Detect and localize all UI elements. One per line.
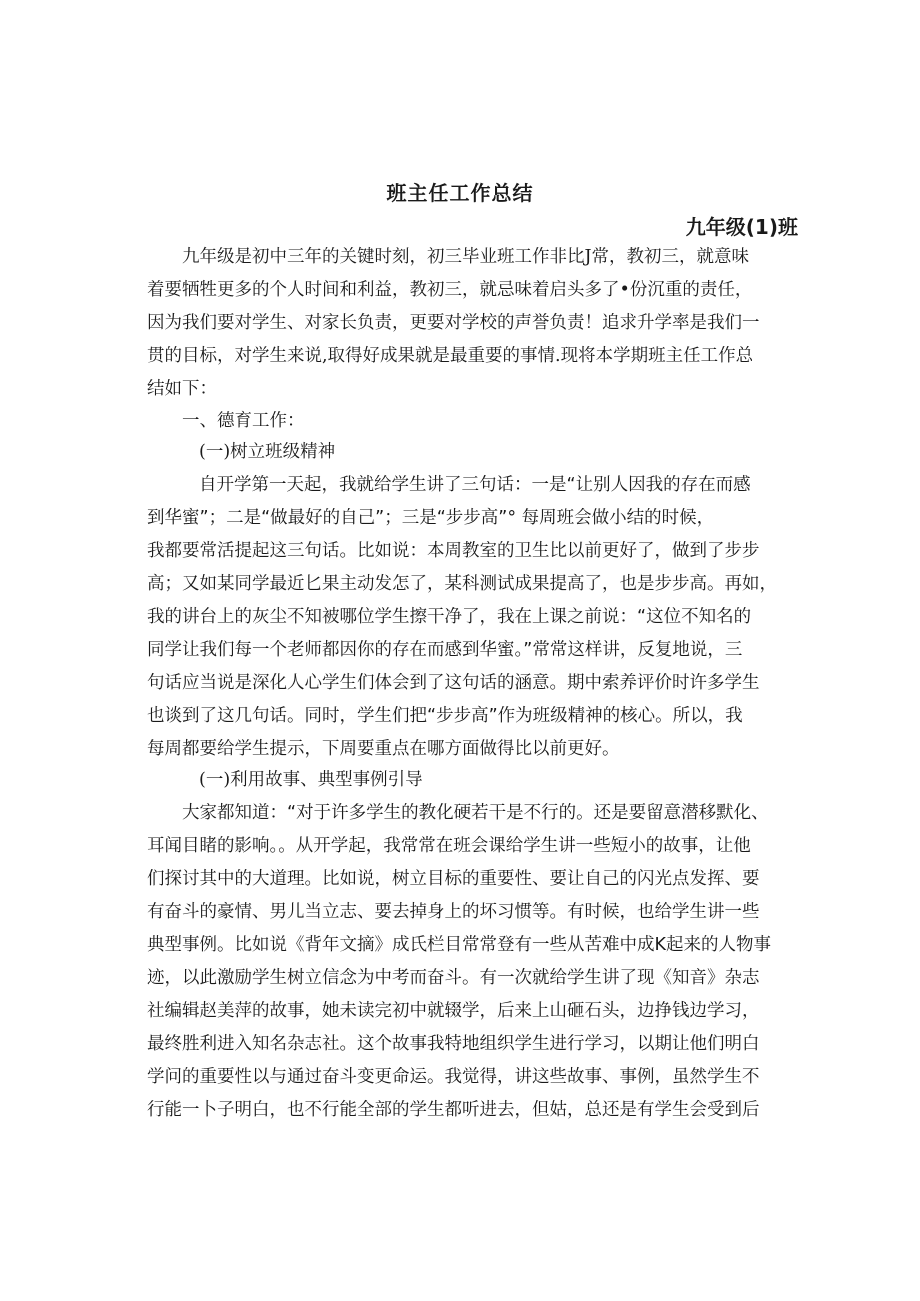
text-line: 耳闻目睹的影响。。从开学起，我常常在班会课给学生讲一些短小的故事，让他 bbox=[147, 836, 751, 856]
section-heading: 一、德育工作： bbox=[182, 411, 305, 431]
text-line: 典型事例。比如说《背年文摘》成氏栏目常常登有一些从苦难中成K起来的人物事 bbox=[147, 935, 771, 955]
subsection-heading: (一)利用故事、典型事例引导 bbox=[199, 770, 423, 790]
text-line: 也谈到了这几句话。同时，学生们把“步步高”作为班级精神的核心。所以，我 bbox=[147, 706, 743, 726]
text-line: 行能一卜子明白，也不行能全部的学生都听进去，但姑，总还是有学生会受到后 bbox=[147, 1100, 760, 1120]
text-line: 因为我们要对学生、对家长负责，更要对学校的声誉负责！追求升学率是我们一 bbox=[147, 313, 760, 333]
text-line: 到华蜜”；二是“做最好的自己”；三是“步步高”° 每周班会做小结的时候， bbox=[147, 508, 715, 528]
text-line: 每周都要给学生提示，下周要重点在哪方面做得比以前更好。 bbox=[147, 739, 620, 759]
text-line: 高；又如某同学最近匕果主动发怎了，某科测试成果提高了，也是步步高。再如， bbox=[147, 574, 777, 594]
text-line: 同学让我们每一个老师都因你的存在而感到华蜜。”常常这样讲，反复地说，三 bbox=[147, 640, 743, 660]
text-line: 结如下： bbox=[147, 379, 217, 399]
text-line: 有奋斗的豪情、男儿当立志、要去掉身上的坏习惯等。有时候，也给学生讲一些 bbox=[147, 902, 760, 922]
text-line: 句话应当说是深化人心学生们体会到了这句话的涵意。期中索养评价时许多学生 bbox=[147, 673, 760, 693]
text-line: 们探讨其中的大道理。比如说，树立目标的重要性、要让自己的闪光点发挥、要 bbox=[147, 869, 760, 889]
text-line: 贯的目标，对学生来说,取得好成果就是最重要的事情.现将本学期班主任工作总 bbox=[147, 346, 754, 366]
class-label: 九年级(1)班 bbox=[685, 215, 798, 239]
text-line: 我的讲台上的灰尘不知被哪位学生擦干净了，我在上课之前说：“这位不知名的 bbox=[147, 607, 752, 627]
text-line: 学问的重要性以与通过奋斗变更命运。我觉得，讲这些故事、事例，虽然学生不 bbox=[147, 1067, 760, 1087]
text-line: 大家都知道：“对于许多学生的教化硬若干是不行的。还是要留意潜移默化、 bbox=[182, 803, 769, 823]
text-line: 迹，以此激励学生树立信念为中考而奋斗。有一次就给学生讲了现《知音》杂志 bbox=[147, 968, 760, 988]
text-line: 社编辑赵美萍的故事，她未读完初中就辍学，后来上山砸石头，边挣钱边学习， bbox=[147, 1001, 760, 1021]
text-line: 最终胜利进入知名杂志社。这个故事我特地组织学生进行学习，以期让他们明白 bbox=[147, 1034, 760, 1054]
text-line: 我都要常活提起这三句话。比如说：本周教室的卫生比以前更好了，做到了步步 bbox=[147, 541, 760, 561]
text-line: 自开学第一天起，我就给学生讲了三句话：一是“让别人因我的存在而感 bbox=[199, 475, 751, 495]
document-title: 班主任工作总结 bbox=[386, 181, 534, 205]
subsection-heading: (一)树立班级精神 bbox=[199, 442, 336, 462]
text-line: 九年级是初中三年的关键时刻，初三毕业班工作非比J常，教初三，就意味 bbox=[182, 247, 750, 267]
text-line: 着要牺牲更多的个人时间和利益，教初三，就忌味着启头多了•份沉重的责任， bbox=[147, 280, 753, 300]
